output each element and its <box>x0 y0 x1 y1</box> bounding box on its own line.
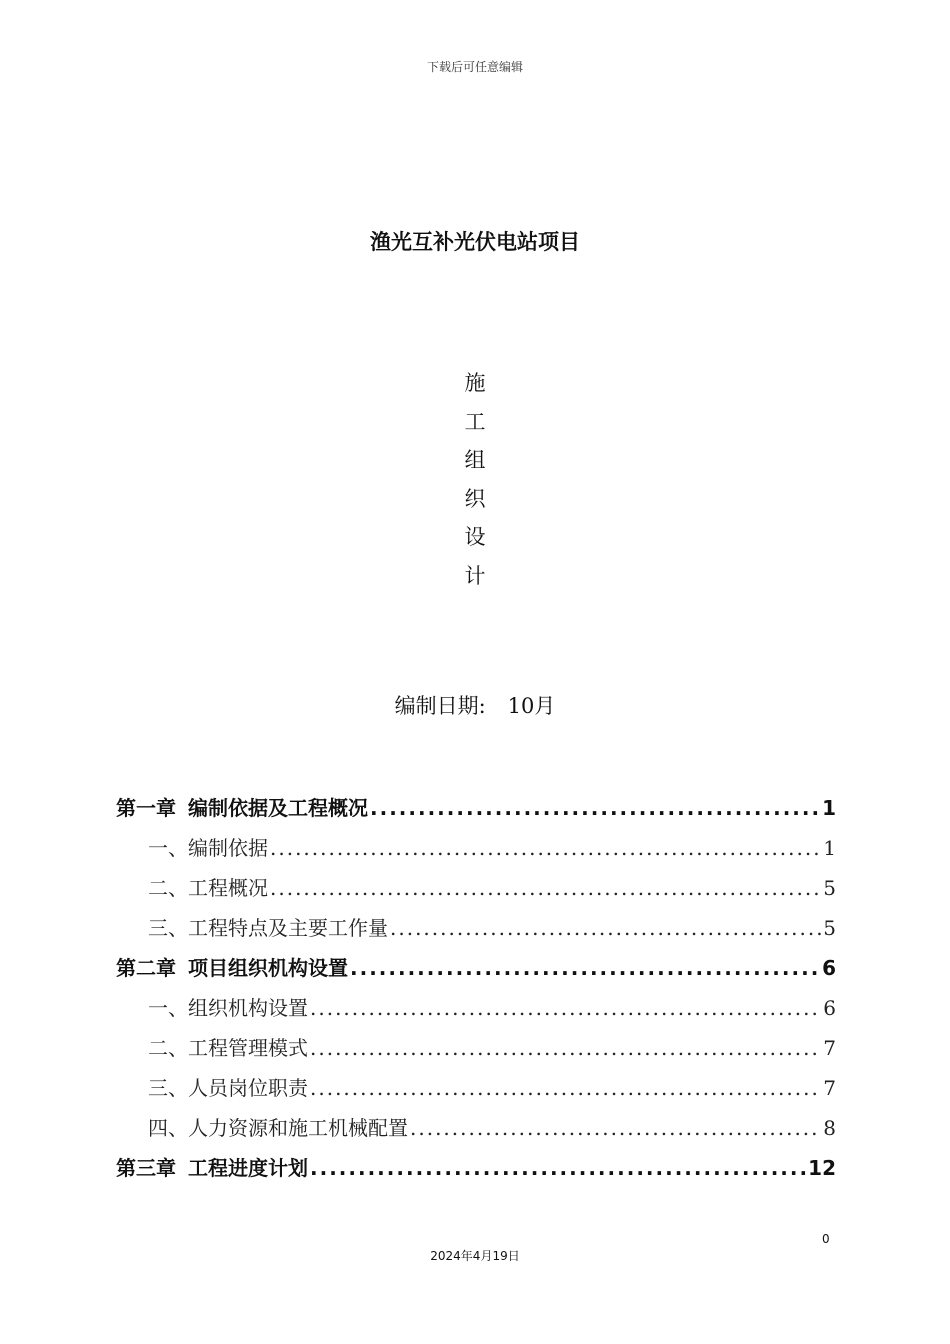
toc-entry-page: 1 <box>823 836 836 860</box>
toc-entry-page: 1 <box>822 796 836 820</box>
toc-entry-chapter-1[interactable] <box>116 788 836 828</box>
page-number: 0 <box>822 1232 830 1246</box>
title-char: 设 <box>464 525 486 549</box>
toc-entry-page: 7 <box>823 1036 836 1060</box>
table-of-contents <box>116 788 836 1188</box>
toc-leader-dots <box>270 868 821 908</box>
toc-entry-title: 工程管理模式 <box>188 1036 308 1060</box>
toc-entry-number: 三、 <box>148 1076 188 1100</box>
toc-entry-section[interactable] <box>116 908 836 948</box>
toc-leader-dots <box>310 988 821 1028</box>
toc-entry-number: 一、 <box>148 836 188 860</box>
toc-leader-dots <box>310 1028 821 1068</box>
title-char: 工 <box>464 409 486 434</box>
toc-leader-dots <box>310 1068 821 1108</box>
toc-entry-section[interactable] <box>116 828 836 868</box>
project-title: 渔光互补光伏电站项目 <box>370 230 580 254</box>
header-note: 下载后可任意编辑 <box>426 60 523 74</box>
compile-date-value: 10月 <box>507 694 556 718</box>
title-char: 组 <box>464 448 486 472</box>
toc-entry-number: 二、 <box>148 876 188 900</box>
compile-date-label: 编制日期: <box>394 694 486 718</box>
toc-entry-title: 组织机构设置 <box>188 996 308 1020</box>
toc-entry-page: 5 <box>823 876 836 900</box>
toc-entry-section[interactable] <box>116 1028 836 1068</box>
document-title-vertical <box>455 364 495 595</box>
toc-entry-title: 工程概况 <box>188 876 268 900</box>
toc-entry-page: 12 <box>808 1156 836 1180</box>
toc-entry-title: 编制依据 <box>188 836 268 860</box>
toc-leader-dots <box>370 788 820 828</box>
toc-entry-chapter-2[interactable] <box>116 948 836 988</box>
title-char: 施 <box>464 371 486 395</box>
toc-entry-title: 编制依据及工程概况 <box>188 796 368 820</box>
toc-entry-number: 一、 <box>148 996 188 1020</box>
toc-entry-number: 四、 <box>148 1116 188 1140</box>
toc-leader-dots <box>310 1148 806 1188</box>
toc-entry-title: 人员岗位职责 <box>188 1076 308 1100</box>
title-char: 织 <box>464 486 486 511</box>
toc-entry-page: 7 <box>823 1076 836 1100</box>
toc-entry-page: 5 <box>823 916 836 940</box>
toc-entry-page: 6 <box>822 956 836 980</box>
toc-leader-dots <box>410 1108 821 1148</box>
toc-entry-number: 第三章 <box>116 1156 176 1180</box>
toc-entry-title: 工程进度计划 <box>188 1156 308 1180</box>
toc-entry-page: 6 <box>823 996 836 1020</box>
toc-entry-number: 二、 <box>148 1036 188 1060</box>
compile-date <box>0 690 950 720</box>
toc-entry-chapter-3[interactable] <box>116 1148 836 1188</box>
toc-entry-section[interactable] <box>116 1108 836 1148</box>
toc-entry-number: 三、 <box>148 916 188 940</box>
toc-entry-title: 项目组织机构设置 <box>188 956 348 980</box>
toc-entry-title: 工程特点及主要工作量 <box>188 916 388 940</box>
toc-entry-section[interactable] <box>116 1068 836 1108</box>
toc-leader-dots <box>270 828 821 868</box>
toc-entry-page: 8 <box>823 1116 836 1140</box>
toc-entry-section[interactable] <box>116 868 836 908</box>
toc-leader-dots <box>350 948 820 988</box>
toc-entry-section[interactable] <box>116 988 836 1028</box>
footer-date: 2024年4月19日 <box>430 1249 520 1263</box>
toc-entry-number: 第二章 <box>116 956 176 980</box>
title-char: 计 <box>464 563 486 588</box>
toc-entry-number: 第一章 <box>116 796 176 820</box>
toc-leader-dots <box>390 908 821 948</box>
toc-entry-title: 人力资源和施工机械配置 <box>188 1116 408 1140</box>
